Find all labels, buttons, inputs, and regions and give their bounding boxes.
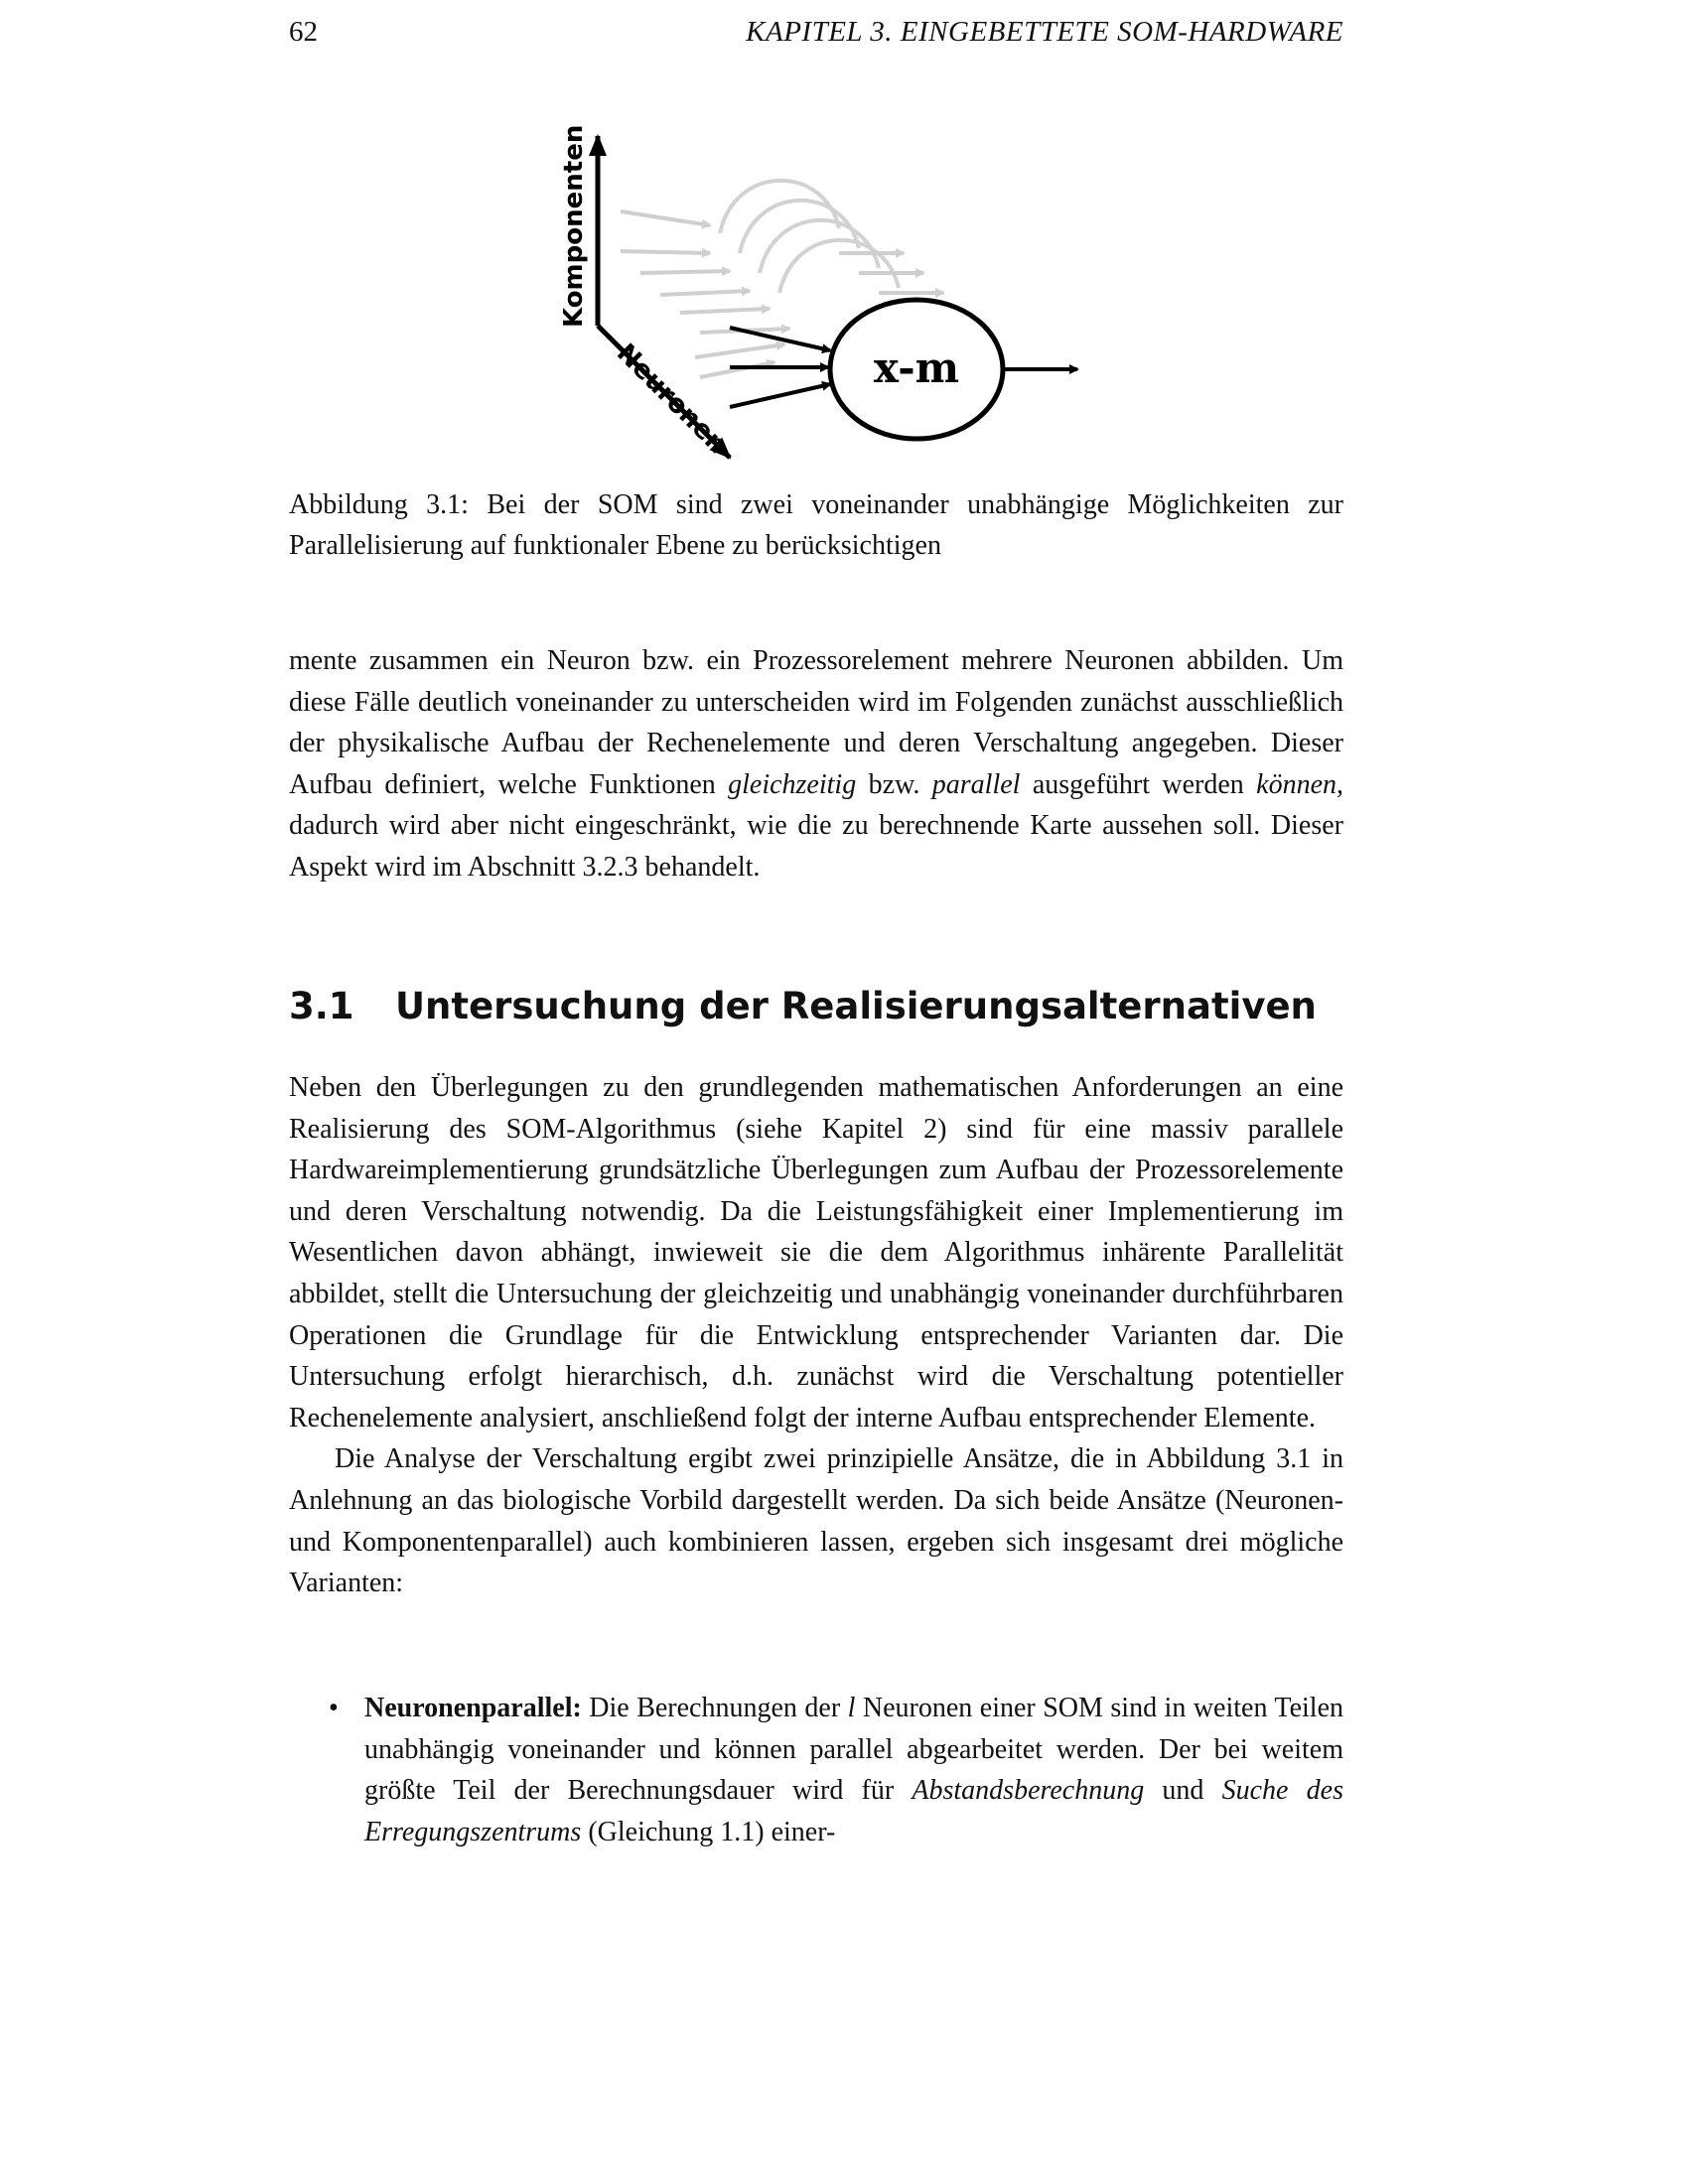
paragraph-second: Die Analyse der Verschaltung ergibt zwei prinzipielle Ansätze, die in Abbildung 3.1 in Anlehnung an das biologische Vorbild dargestellt werden. Da sich beide Ansätze (Neuronen- und Komponentenparallel) auch kombinieren lassen, ergeben sich insgesamt drei mögliche Varianten:: [289, 1443, 1343, 1599]
figure-som-parallelism: [536, 124, 1092, 481]
input-arrows: [730, 328, 830, 407]
section-body: [289, 1067, 1343, 1604]
bullet-marker: •: [329, 1693, 339, 1723]
variants-list: [289, 1688, 1343, 1852]
paragraph-main: Neben den Überlegungen zu den grundlegenden mathematischen Anforderungen an eine Realisierung des SOM-Algorithmus (siehe Kapitel 2) sind für eine massiv parallele Hardwareimplementierung grundsätzliche Überlegungen zum Aufbau der Prozessorelemente und deren Verschaltung notwendig. Da die Leistungsfähigkeit einer Implementierung im Wesentlichen davon abhängt, inwieweit sie die dem Algorithmus inhärente Parallelität abbildet, stellt die Untersuchung der gleichzeitig und unabhängig voneinander durchführbaren Operationen die Grundlage für die Entwicklung entsprechender Varianten dar. Die Untersuchung erfolgt hierarchisch, d.h. zunächst wird die Verschaltung potentieller Rechenelemente analysiert, anschließend folgt der interne Aufbau entsprechender Elemente.: [289, 1072, 1343, 1433]
axis-vertical-label: Komponenten: [559, 124, 589, 328]
section-title: Untersuchung der Realisierungsalternativen: [395, 985, 1317, 1027]
section-heading: [289, 985, 1343, 1027]
page-header: [289, 16, 1343, 56]
axis-diagonal-label: Neuronen: [611, 338, 733, 461]
page-number: 62: [289, 16, 318, 48]
list-item: • Neuronenparallel: Die Berechnungen der l Neuronen einer SOM sind in weiten Teilen unabhängig voneinander und können parallel abgearbeitet werden. Der bei weitem größte Teil der Berechnungsdauer wird für Abstandsberechnung und Suche des Erregungszentrums (Gleichung 1.1) einer-: [289, 1688, 1343, 1852]
background-neurons: [720, 181, 899, 293]
som-parallelism-diagram: [536, 124, 1092, 481]
figure-caption: Abbildung 3.1: Bei der SOM sind zwei voneinander unabhängige Möglichkeiten zur Parallelisierung auf funktionaler Ebene zu berücksichtigen: [289, 489, 1343, 561]
running-title: KAPITEL 3. EINGEBETTETE SOM-HARDWARE: [746, 16, 1343, 48]
paragraph-continued: mente zusammen ein Neuron bzw. ein Prozessorelement mehrere Neuronen abbilden. Um diese Fälle deutlich voneinander zu unterscheiden wird im Folgenden zunächst ausschließlich der physikalische Aufbau der Rechenelemente und deren Verschaltung angegeben. Dieser Aufbau definiert, welche Funktionen gleichzeitig bzw. parallel ausgeführt werden können, dadurch wird aber nicht eingeschränkt, wie die zu berechnende Karte aussehen soll. Dieser Aspekt wird im Abschnitt 3.2.3 behandelt.: [289, 645, 1343, 883]
neuron-node-label: x-m: [873, 343, 960, 392]
section-number: 3.1: [289, 985, 354, 1027]
list-item-term: Neuronenparallel:: [364, 1693, 582, 1723]
